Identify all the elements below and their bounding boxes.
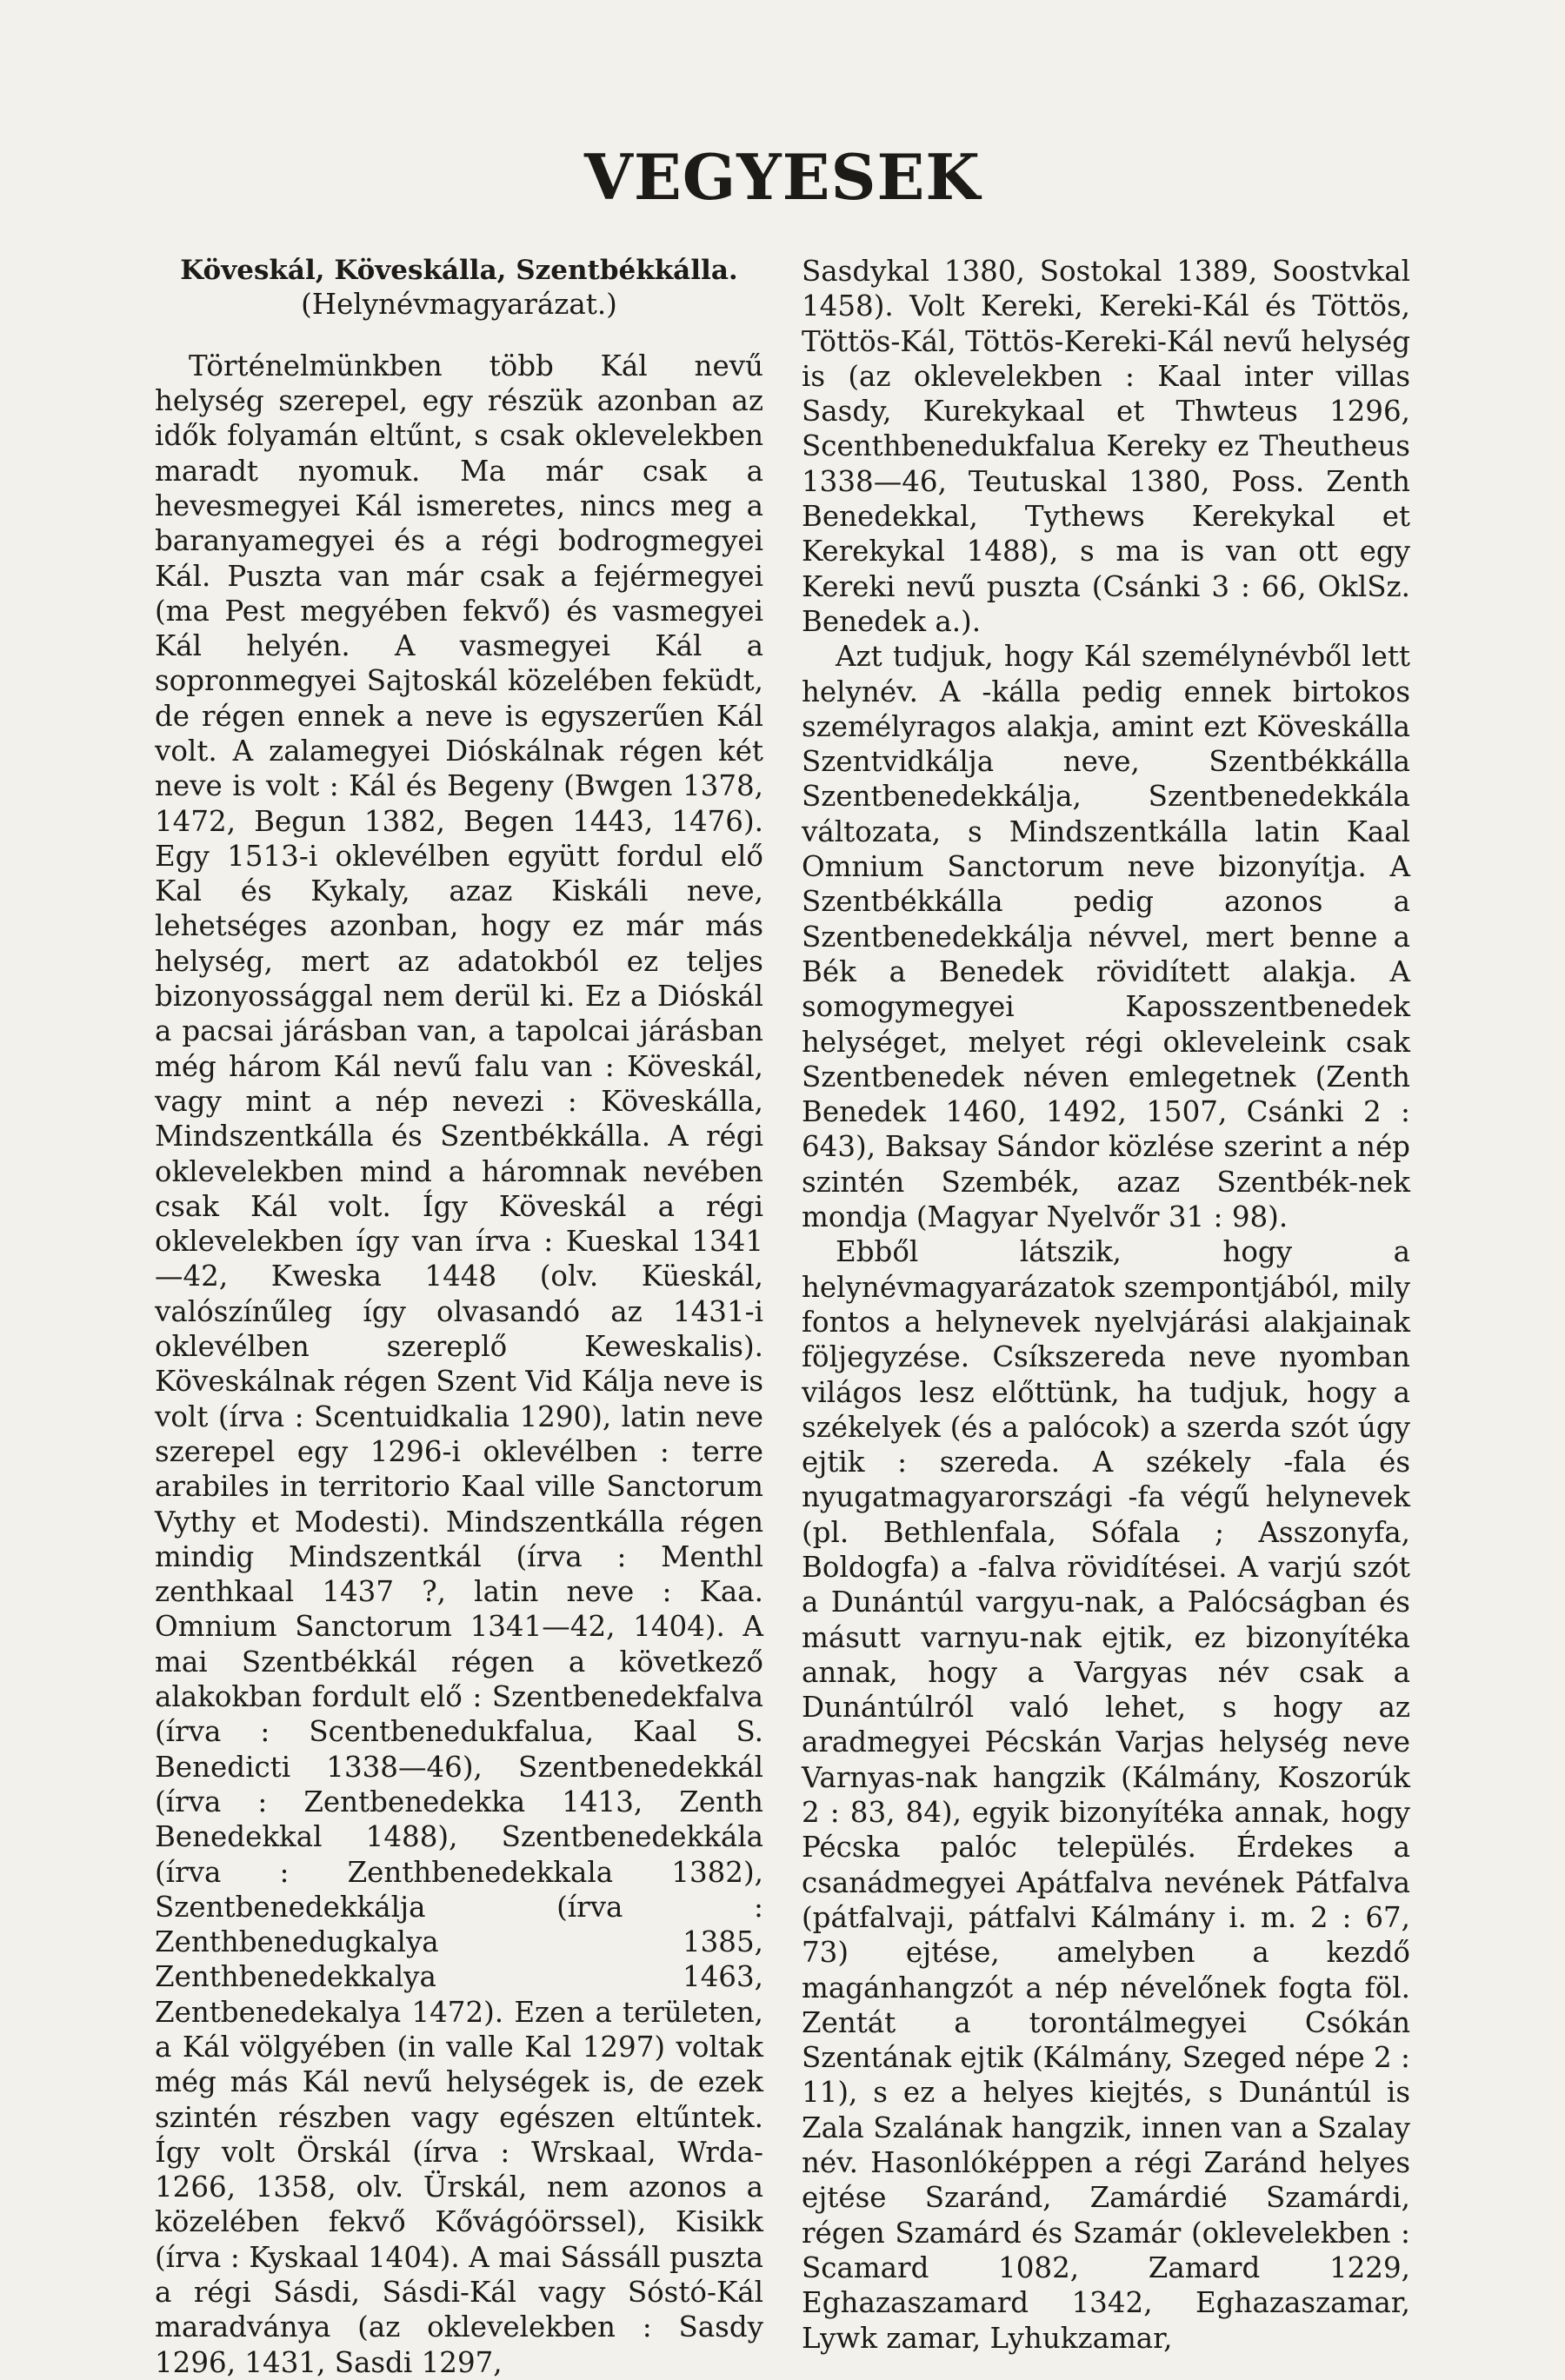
paragraph: Sasdykal 1380, Sostokal 1389, Soostvkal 1458). Volt Kereki, Kereki-Kál és Töttös, Töttös-Kál, Töttös-Kereki-Kál nevű helység is (az oklevelekben : Kaal inter villas Sasdy, Kurekykaal et Thwteus 1296, Scenthbenedukfalua Kereky ez Theutheus 1338—46, Teutuskal 1380, Poss. Zenth Benedekkal, Tythews Kerekykal et Kerekykal 1488), s ma is van ott egy Kereki nevű puszta (Csánki 3 : 66, OklSz. Benedek a.). — [802, 255, 1410, 638]
left-column — [155, 254, 763, 2380]
paragraph: Azt tudjuk, hogy Kál személynévből lett helynév. A -kálla pedig ennek birtokos személyragos alakja, amint ezt Köveskálla Szentvidkálja neve, Szentbékkálla Szentbenedekkálja, Szentbenedekkála változata, s Mindszentkálla latin Kaal Omnium Sanctorum neve bizonyítja. A Szentbékkálla pedig azonos a Szentbenedekkálja névvel, mert benne a Bék a Benedek rövidített alakja. A somogymegyei Kaposszentbenedek helységet, melyet régi okleveleink csak Szentbenedek néven emlegetnek (Zenth Benedek 1460, 1492, 1507, Csánki 2 : 643), Baksay Sándor közlése szerint a nép szintén Szembék, azaz Szentbék-nek mondja (Magyar Nyelvőr 31 : 98). — [802, 640, 1410, 1234]
article-title: Köveskál, Köveskálla, Szentbékkálla. — [180, 255, 738, 286]
article-header — [155, 254, 763, 322]
paragraph: Történelmünkben több Kál nevű helység szerepel, egy részük azonban az idők folyamán eltűnt, s csak oklevelekben maradt nyomuk. Ma már csak a hevesmegyei Kál ismeretes, nincs meg a baranyamegyei és a régi bodrogmegyei Kál. Puszta van már csak a fejérmegyei (ma Pest megyében fekvő) és vasmegyei Kál helyén. A vasmegyei Kál a sopronmegyei Sajtoskál közelében feküdt, de régen ennek a neve is egyszerűen Kál volt. A zalamegyei Dióskálnak régen két neve is volt : Kál és Begeny (Bwgen 1378, 1472, Begun 1382, Begen 1443, 1476). Egy 1513-i oklevélben együtt fordul elő Kal és Kykaly, azaz Kiskáli neve, lehetséges azonban, hogy ez már más helység, mert az adatokból ez teljes bizonyossággal nem derül ki. Ez a Dióskál a pacsai járásban van, a tapolcai járásban még három Kál nevű falu van : Köveskál, vagy mint a nép nevezi : Köveskálla, Mindszentkálla és Szentbékkálla. A régi oklevelekben mind a háromnak nevében csak Kál volt. Így Köveskál a régi oklevelekben így van írva : Kueskal 1341—42, Kweska 1448 (olv. Küeskál, valószínűleg így olvasandó az 1431-i oklevélben szereplő Keweskalis). Köveskálnak régen Szent Vid Kálja neve is volt (írva : Scentuidkalia 1290), latin neve szerepel egy 1296-i oklevélben : terre arabiles in territorio Kaal ville Sanctorum Vythy et Modesti). Mindszentkálla régen mindig Mindszentkál (írva : Menthl zenthkaal 1437 ?, latin neve : Kaa. Omnium Sanctorum 1341—42, 1404). A mai Szentbékkál régen a következő alakokban fordult elő : Szentbenedekfalva (írva : Scentbenedukfalua, Kaal S. Benedicti 1338—46), Szentbenedekkál (írva : Zentbenedekka 1413, Zenth Benedekkal 1488), Szentbenedekkála (írva : Zenthbenedekkala 1382), Szentbenedekkálja (írva : Zenthbenedugkalya 1385, Zenthbenedekkalya 1463, Zentbenedekalya 1472). Ezen a területen, a Kál völgyében (in valle Kal 1297) voltak még más Kál nevű helységek is, de ezek szintén részben vagy egészen eltűntek. Így volt Örskál (írva : Wrskaal, Wrda-1266, 1358, olv. Ürskál, nem azonos a közelében fekvő Kővágóörssel), Kisikk (írva : Kyskaal 1404). A mai Sássáll puszta a régi Sásdi, Sásdi-Kál vagy Sóstó-Kál maradványa (az oklevelekben : Sasdy 1296, 1431, Sasdi 1297, — [155, 349, 763, 2379]
article-subtitle: (Helynévmagyarázat.) — [301, 288, 617, 322]
page-title: VEGYESEK — [584, 140, 981, 214]
right-column — [802, 254, 1410, 2356]
paragraph: Ebből látszik, hogy a helynévmagyarázatok szempontjából, mily fontos a helynevek nyelvjárási alakjainak följegyzése. Csíkszereda neve nyomban világos lesz előttünk, ha tudjuk, hogy a székelyek (és a palócok) a szerda szót úgy ejtik : szereda. A székely -fala és nyugatmagyarországi -fa végű helynevek (pl. Bethlenfala, Sófala ; Asszonyfa, Boldogfa) a -falva rövidítései. A varjú szót a Dunántúl vargyu-nak, a Palócságban és másutt varnyu-nak ejtik, ez bizonyítéka annak, hogy a Vargyas név csak a Dunántúlról való lehet, s hogy az aradmegyei Pécskán Varjas helység neve Varnyas-nak hangzik (Kálmány, Koszorúk 2 : 83, 84), egyik bizonyítéka annak, hogy Pécska palóc település. Érdekes a csanádmegyei Apátfalva nevének Pátfalva (pátfalvaji, pátfalvi Kálmány i. m. 2 : 67, 73) ejtése, amelyben a kezdő magánhangzót a nép névelőnek fogta föl. Zentát a torontálmegyei Csókán Szentának ejtik (Kálmány, Szeged népe 2 : 11), s ez a helyes kiejtés, s Dunántúl is Zala Szalának hangzik, innen van a Szalay név. Hasonlóképpen a régi Zaránd helyes ejtése Szaránd, Zamárdié Szamárdi, régen Szamárd és Szamár (oklevelekben : Scamard 1082, Zamard 1229, Eghazaszamard 1342, Eghazaszamar, Lywk zamar, Lyhukzamar, — [802, 1235, 1410, 2355]
